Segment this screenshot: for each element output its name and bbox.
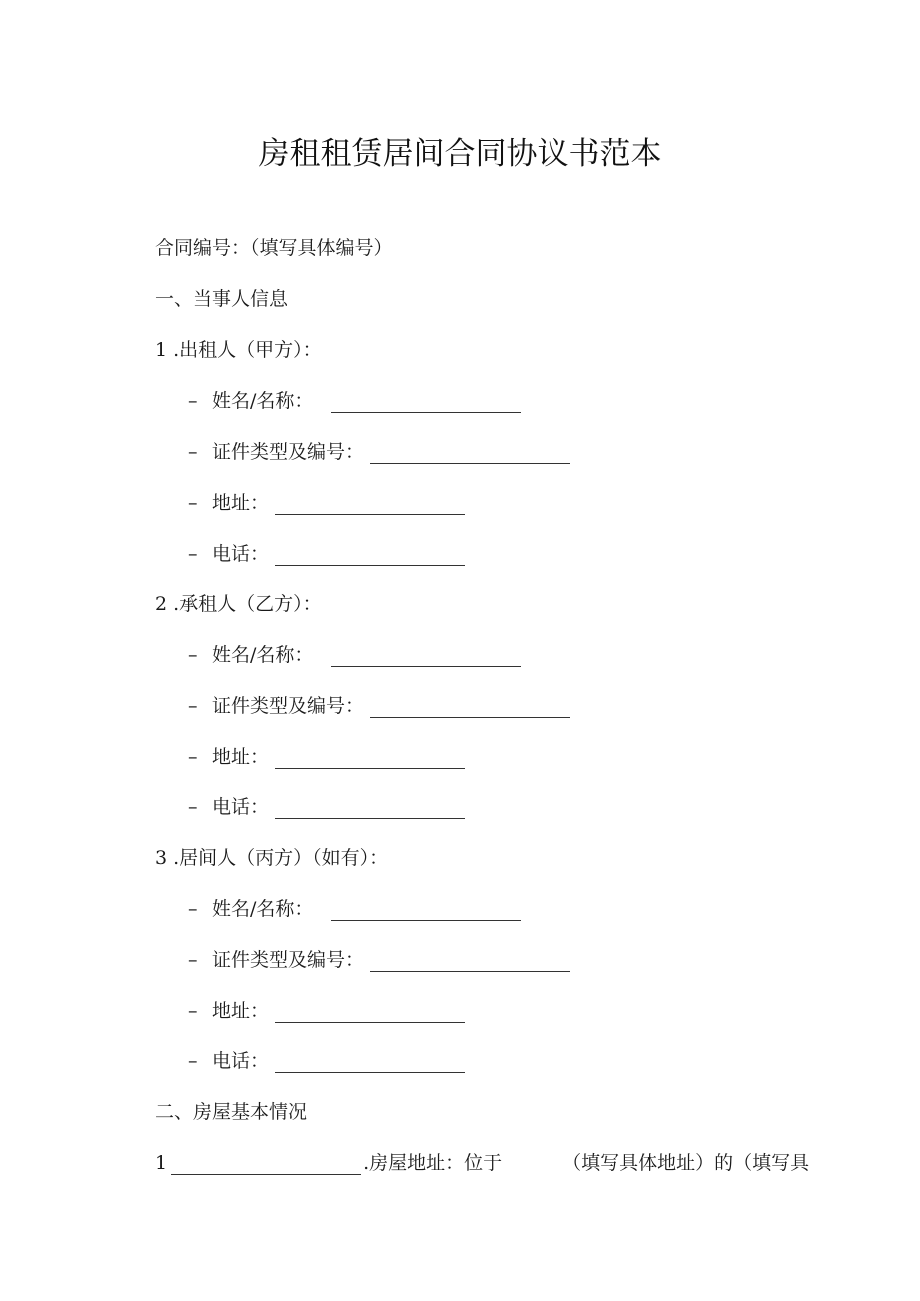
blank-line[interactable] <box>275 494 465 515</box>
field-label: 姓名/名称： <box>212 898 314 920</box>
bullet-dash: – <box>188 1000 198 1022</box>
section-1-heading: 一、当事人信息 <box>155 288 289 310</box>
blank-line[interactable] <box>331 900 521 921</box>
bullet-dash: – <box>188 949 198 971</box>
party-3-phone-row <box>188 1049 465 1073</box>
blank-line[interactable] <box>275 545 465 566</box>
party-1-name-row <box>188 389 521 413</box>
party-3-id-row <box>188 948 570 972</box>
party-1-id-row <box>188 440 570 464</box>
section-2-item-1 <box>155 1151 809 1175</box>
field-label: 证件类型及编号： <box>212 949 365 971</box>
party-3-name-row <box>188 897 521 921</box>
contract-number: 合同编号：（填写具体编号） <box>155 237 393 259</box>
item-tail: （填写具体地址）的（填写具 <box>562 1152 810 1174</box>
field-label: 姓名/名称： <box>212 390 314 412</box>
field-label: 地址： <box>212 746 270 768</box>
party-3-address-row <box>188 999 465 1023</box>
blank-line[interactable] <box>275 1002 465 1023</box>
field-label: 姓名/名称： <box>212 644 314 666</box>
section-2-heading: 二、房屋基本情况 <box>155 1101 308 1123</box>
blank-line[interactable] <box>171 1154 361 1175</box>
item-label: .房屋地址：位于 <box>363 1152 503 1174</box>
field-label: 电话： <box>212 1050 270 1072</box>
bullet-dash: – <box>188 898 198 920</box>
bullet-dash: – <box>188 543 198 565</box>
blank-line[interactable] <box>331 646 521 667</box>
party-2-heading: 2 .承租人（乙方）： <box>155 593 322 615</box>
bullet-dash: – <box>188 441 198 463</box>
bullet-dash: – <box>188 695 198 717</box>
bullet-dash: – <box>188 746 198 768</box>
party-3-heading: 3 .居间人（丙方）（如有）： <box>155 847 389 869</box>
bullet-dash: – <box>188 644 198 666</box>
blank-line[interactable] <box>370 951 570 972</box>
field-label: 证件类型及编号： <box>212 695 365 717</box>
party-2-name-row <box>188 643 521 667</box>
party-2-id-row <box>188 694 570 718</box>
bullet-dash: – <box>188 796 198 818</box>
field-label: 地址： <box>212 492 270 514</box>
blank-line[interactable] <box>370 697 570 718</box>
field-label: 地址： <box>212 1000 270 1022</box>
field-label: 电话： <box>212 796 270 818</box>
blank-line[interactable] <box>331 392 521 413</box>
field-label: 证件类型及编号： <box>212 441 365 463</box>
blank-line[interactable] <box>275 748 465 769</box>
bullet-dash: – <box>188 1050 198 1072</box>
field-label: 电话： <box>212 543 270 565</box>
document-title: 房租租赁居间合同协议书范本 <box>258 136 662 172</box>
party-1-address-row <box>188 491 465 515</box>
party-2-phone-row <box>188 795 465 819</box>
item-number: 1 <box>155 1152 168 1174</box>
bullet-dash: – <box>188 492 198 514</box>
blank-line[interactable] <box>275 798 465 819</box>
bullet-dash: – <box>188 390 198 412</box>
blank-line[interactable] <box>275 1052 465 1073</box>
blank-line[interactable] <box>370 443 570 464</box>
party-1-phone-row <box>188 542 465 566</box>
party-2-address-row <box>188 745 465 769</box>
party-1-heading: 1 .出租人（甲方）： <box>155 339 322 361</box>
